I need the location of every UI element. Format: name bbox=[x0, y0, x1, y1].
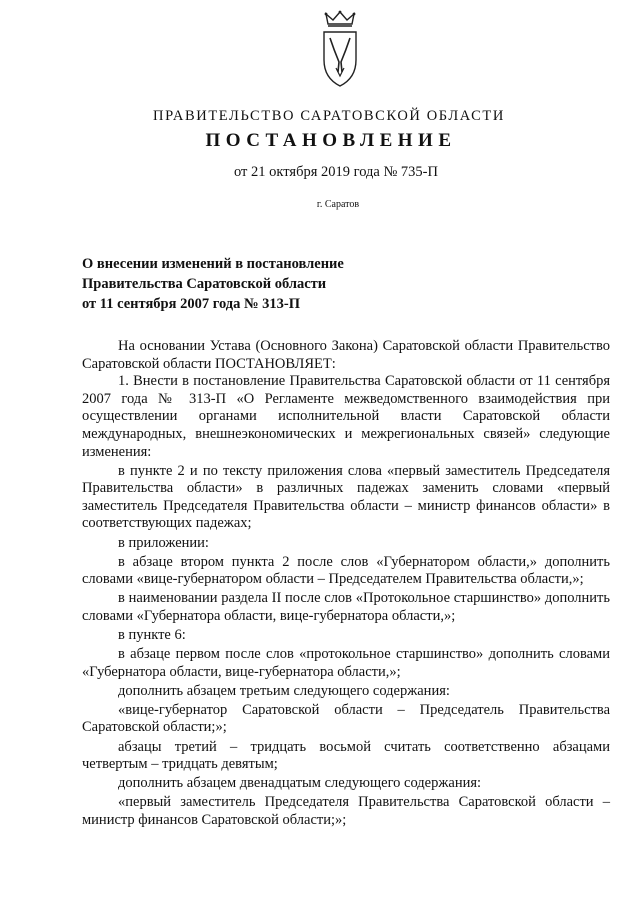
subject-line: Правительства Саратовской области bbox=[82, 276, 327, 292]
paragraph: дополнить абзацем третьим следующего содержания: bbox=[118, 682, 450, 699]
paragraph: в пункте 6: bbox=[118, 627, 186, 643]
paragraph: На основании Устава (Основного Закона) Саратовской области Правительство Саратовской области ПОСТАНОВЛЯЕТ: bbox=[82, 338, 610, 372]
paragraph: в наименовании раздела II после слов «Протокольное старшинство» дополнить словами «Губернатора области, вице-губернатора области,»; bbox=[82, 590, 610, 624]
paragraph: абзацы третий – тридцать восьмой считать соответственно абзацами четвертым – тридцать девятым; bbox=[82, 738, 610, 773]
paragraph: «вице-губернатор Саратовской области – Председатель Правительства Саратовской области;»; bbox=[82, 701, 610, 736]
date-and-number: от 21 октября 2019 года № 735-П bbox=[234, 164, 438, 180]
coat-of-arms-emblem bbox=[318, 10, 362, 90]
paragraph: дополнить абзацем двенадцатым следующего содержания: bbox=[118, 775, 482, 792]
paragraph: «первый заместитель Председателя Правительства Саратовской области – министр финансов Саратовской области;»; bbox=[82, 794, 610, 828]
paragraph: в пункте 2 и по тексту приложения слова «первый заместитель Председателя Правительства области» в различных падежах заменить словами «первый заместитель Председателя Правительства области – министр финансов области» в соответствующих падежах; bbox=[82, 462, 610, 532]
document-subject bbox=[82, 254, 402, 314]
paragraph: в абзаце втором пункта 2 после слов «Губернатором области,» дополнить словами «вице-губернатором области – Председателем Правительства области,»; bbox=[82, 553, 610, 588]
paragraph: 1. Внести в постановление Правительства Саратовской области от 11 сентября 2007 года № 313-П «О Регламенте межведомственного взаимодействия при осуществлении органами исполнительной власти Саратовской области международных, внешнеэкономических и межрегиональных связей» следующие изменения: bbox=[82, 373, 610, 460]
document-body bbox=[82, 338, 610, 830]
government-name: ПРАВИТЕЛЬСТВО САРАТОВСКОЙ ОБЛАСТИ bbox=[153, 108, 505, 124]
city-name: г. Саратов bbox=[316, 199, 360, 210]
paragraph: в приложении: bbox=[118, 534, 209, 551]
subject-line: О внесении изменений в постановление bbox=[82, 256, 344, 272]
subject-line: от 11 сентября 2007 года № 313-П bbox=[82, 296, 301, 312]
document-type-title: ПОСТАНОВЛЕНИЕ bbox=[205, 130, 457, 151]
paragraph: в абзаце первом после слов «протокольное старшинство» дополнить словами «Губернатора области, вице-губернатора области,»; bbox=[82, 646, 610, 680]
